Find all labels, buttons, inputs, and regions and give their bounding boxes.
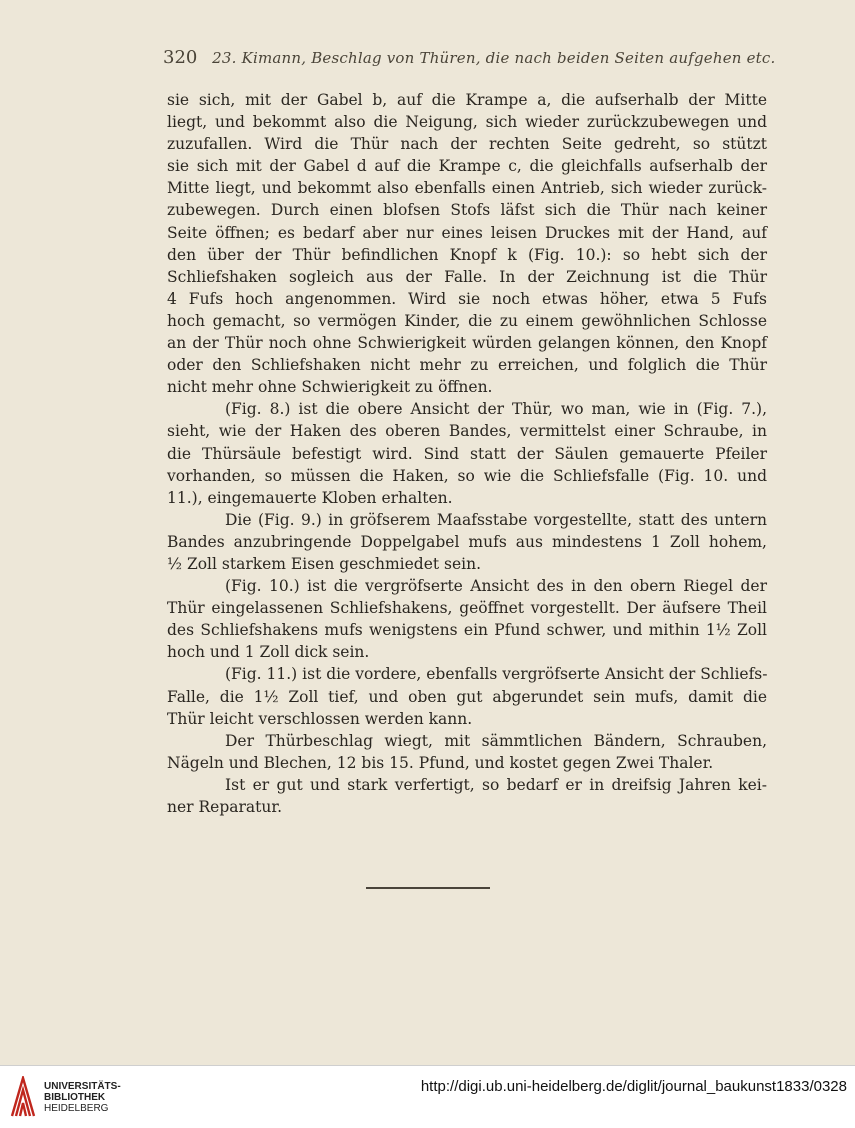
text-line: sie sich, mit der Gabel b, auf die Krampe a, die aufserhalb der Mitte bbox=[167, 91, 767, 109]
body-text bbox=[167, 89, 767, 818]
library-logo-icon bbox=[10, 1076, 36, 1118]
text-line: sieht, wie der Haken des oberen Bandes, vermittelst einer Schraube, in bbox=[167, 422, 767, 441]
text-line: Die (Fig. 9.) in gröfserem Maafsstabe vorgestellte, statt des untern bbox=[225, 510, 767, 529]
text-line: Nägeln und Blechen, 12 bis 15. Pfund, und kostet gegen Zwei Thaler. bbox=[167, 753, 714, 772]
text-line: zuzufallen. Wird die Thür nach der rechten Seite gedreht, so stützt bbox=[167, 135, 767, 154]
text-line: den über der Thür befindlichen Knopf k (Fig. 10.): so hebt sich der bbox=[167, 245, 767, 264]
text-line: 11.), eingemauerte Kloben erhalten. bbox=[167, 488, 453, 507]
text-line: die Thürsäule befestigt wird. Sind statt der Säulen gemauerte Pfeiler bbox=[167, 444, 767, 463]
text-line: (Fig. 10.) ist die vergröfserte Ansicht des in den obern Riegel der bbox=[225, 577, 767, 596]
text-line: liegt, und bekommt also die Neigung, sich wieder zurückzubewegen und bbox=[167, 113, 767, 132]
text-line: Thür eingelassenen Schliefshakens, geöffnet vorgestellt. Der äufsere Theil bbox=[167, 599, 767, 618]
text-line: Seite öffnen; es bedarf aber nur eines leisen Druckes mit der Hand, auf bbox=[167, 223, 767, 242]
paragraph bbox=[167, 398, 767, 508]
text-line: zubewegen. Durch einen blofsen Stofs läfst sich die Thür nach keiner bbox=[167, 201, 767, 220]
text-line: (Fig. 8.) ist die obere Ansicht der Thür, wo man, wie in (Fig. 7.), bbox=[225, 400, 767, 419]
text-line: hoch gemacht, so vermögen Kinder, die zu einem gewöhnlichen Schlosse bbox=[167, 311, 767, 330]
text-line: ½ Zoll starkem Eisen geschmiedet sein. bbox=[167, 554, 482, 573]
permalink-url[interactable]: http://digi.ub.uni-heidelberg.de/diglit/journal_baukunst1833/0328 bbox=[420, 1078, 847, 1095]
page-number: 320 bbox=[163, 47, 198, 68]
library-name-line3: HEIDELBERG bbox=[44, 1103, 109, 1114]
end-rule bbox=[366, 887, 490, 889]
library-name-line2: BIBLIOTHEK bbox=[44, 1092, 106, 1103]
paragraph bbox=[167, 730, 767, 774]
text-line: Bandes anzubringende Doppelgabel mufs aus mindestens 1 Zoll hohem, bbox=[167, 532, 767, 551]
paragraph bbox=[167, 89, 767, 398]
text-line: sie sich mit der Gabel d auf die Krampe c, die gleichfalls aufserhalb der bbox=[167, 157, 767, 176]
paragraph bbox=[167, 774, 767, 818]
text-line: Der Thürbeschlag wiegt, mit sämmtlichen Bändern, Schrauben, bbox=[225, 731, 767, 750]
paragraph bbox=[167, 575, 767, 663]
library-name-line1: UNIVERSITÄTS- bbox=[44, 1081, 121, 1092]
library-name bbox=[44, 1081, 121, 1114]
text-line: Ist er gut und stark verfertigt, so bedarf er in dreifsig Jahren kei- bbox=[225, 775, 767, 794]
text-line: an der Thür noch ohne Schwierigkeit würden gelangen können, den Knopf bbox=[167, 334, 767, 353]
text-line: (Fig. 11.) ist die vordere, ebenfalls vergröfserte Ansicht der Schliefs- bbox=[225, 665, 768, 684]
running-header bbox=[163, 47, 776, 68]
text-line: hoch und 1 Zoll dick sein. bbox=[167, 643, 370, 662]
text-line: oder den Schliefshaken nicht mehr zu erreichen, und folglich die Thür bbox=[167, 356, 767, 375]
text-line: Thür leicht verschlossen werden kann. bbox=[167, 709, 473, 728]
text-line: Mitte liegt, und bekommt also ebenfalls einen Antrieb, sich wieder zurück- bbox=[167, 179, 767, 198]
paragraph bbox=[167, 509, 767, 575]
text-line: 4 Fufs hoch angenommen. Wird sie noch etwas höher, etwa 5 Fufs bbox=[167, 289, 767, 308]
running-title: 23. Kimann, Beschlag von Thüren, die nach beiden Seiten aufgehen etc. bbox=[212, 49, 776, 67]
paragraph bbox=[167, 663, 767, 729]
text-line: Falle, die 1½ Zoll tief, und oben gut abgerundet sein mufs, damit die bbox=[167, 687, 767, 706]
text-line: ner Reparatur. bbox=[167, 798, 282, 816]
text-line: Schliefshaken sogleich aus der Falle. In der Zeichnung ist die Thür bbox=[167, 267, 767, 286]
text-line: des Schliefshakens mufs wenigstens ein Pfund schwer, und mithin 1½ Zoll bbox=[167, 621, 767, 640]
viewer-footer bbox=[0, 1065, 855, 1128]
text-line: vorhanden, so müssen die Haken, so wie die Schliefsfalle (Fig. 10. und bbox=[167, 466, 767, 485]
text-line: nicht mehr ohne Schwierigkeit zu öffnen. bbox=[167, 378, 493, 397]
